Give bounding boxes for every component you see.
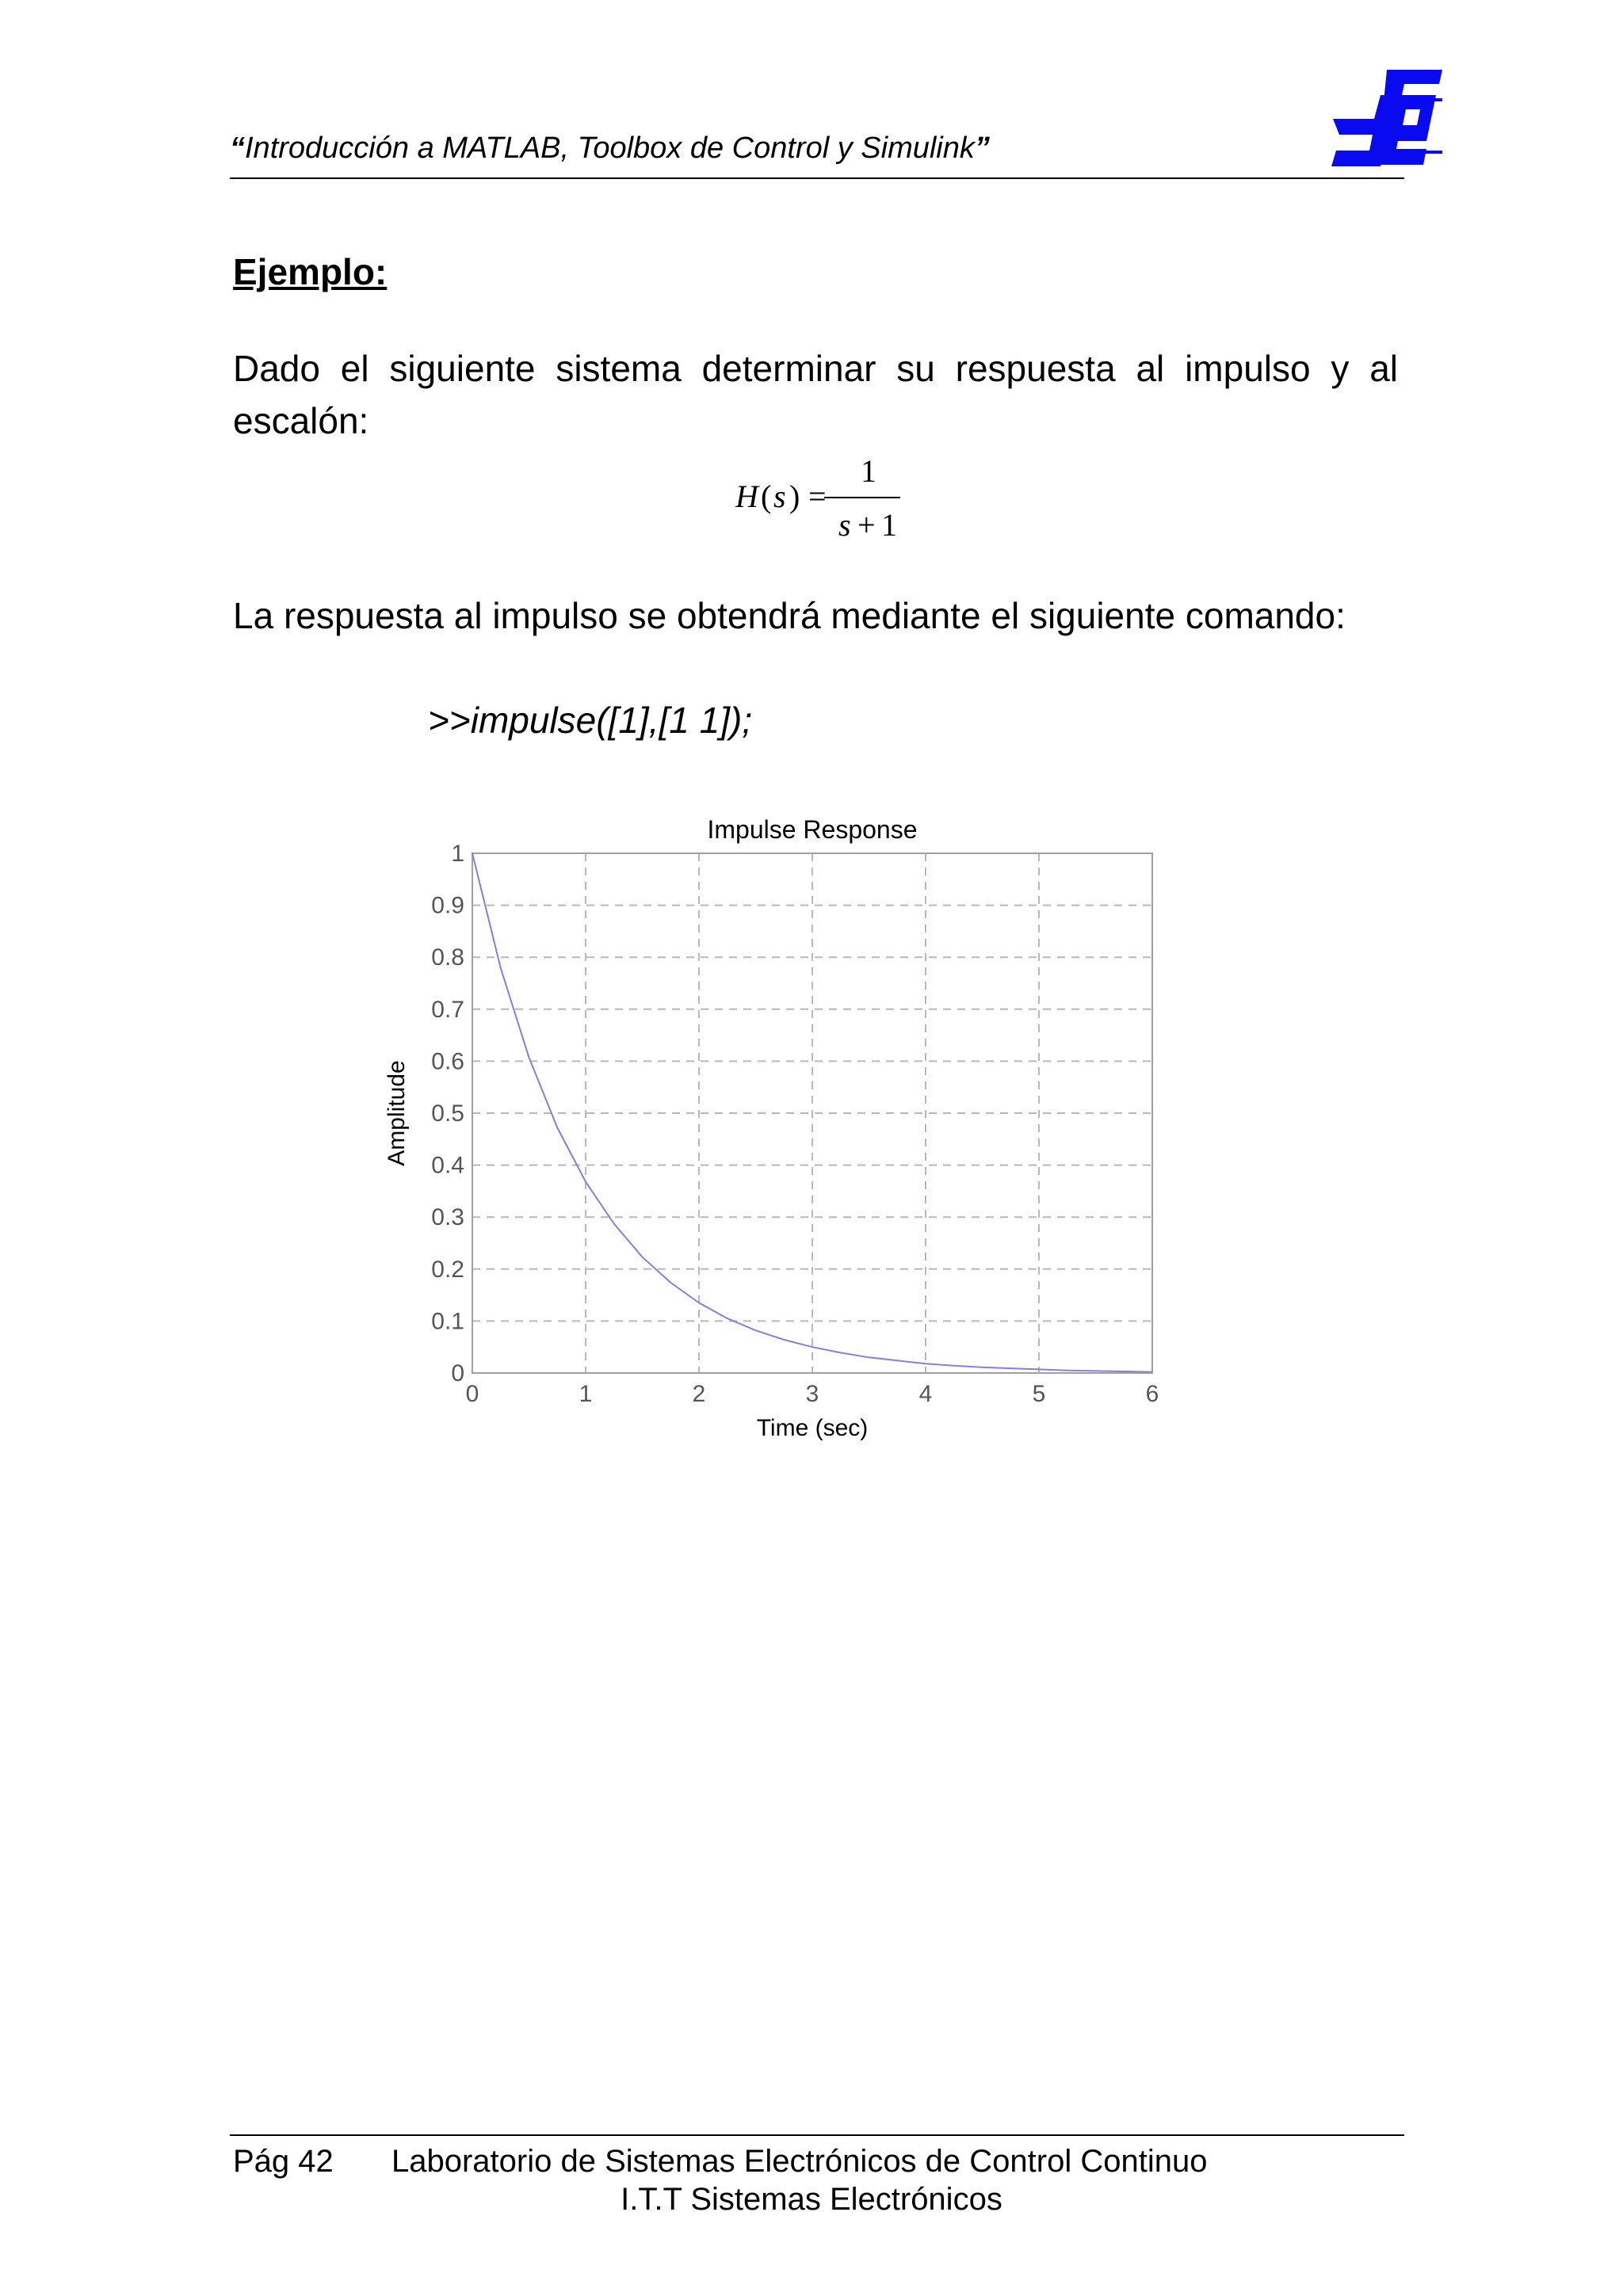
header-open-quote: “ [230,132,245,165]
header-title [230,132,990,166]
footer-course-title: Laboratorio de Sistemas Electrónicos de Control Continuo [391,2144,1208,2179]
chart-title: Impulse Response [707,815,918,844]
chart-grid [472,853,1152,1373]
chart-y-tick-label: 0.5 [431,1100,464,1127]
chart-y-tick-label: 0.3 [431,1204,464,1231]
chart-x-tick-label: 1 [579,1381,593,1407]
chart-x-tick-label: 3 [805,1381,819,1407]
chart-y-tick-label: 0.8 [431,944,464,971]
chart-x-tick-label: 6 [1145,1381,1159,1407]
header-close-quote: ” [974,132,990,165]
formula-denominator-var: s [838,507,851,543]
chart-y-tick-label: 1 [451,841,464,867]
formula-equals: = [808,479,827,514]
chart-y-tick-label: 0.2 [431,1256,464,1283]
formula-rparen: ) [789,479,800,514]
footer-rule [230,2134,1404,2136]
chart-y-tick-label: 0.7 [431,996,464,1023]
chart-x-tick-label: 5 [1032,1381,1046,1407]
footer-page-number: Pág 42 [233,2144,334,2179]
chart-ticks [431,841,1159,1407]
chart-y-tick-label: 0 [451,1360,464,1386]
chart-y-axis-label: Amplitude [384,1060,410,1166]
formula-lhs-var: s [773,479,786,514]
dee-logo-icon [1325,63,1444,174]
chart-x-tick-label: 4 [918,1381,933,1407]
formula-lhs-func: H [735,479,758,514]
intro-paragraph: Dado el siguiente sistema determinar su respuesta al impulso y al escalón: [233,348,1398,441]
chart-x-tick-label: 2 [692,1381,706,1407]
chart-y-tick-label: 0.9 [431,892,464,919]
footer-degree: I.T.T Sistemas Electrónicos [621,2182,1002,2217]
chart-x-tick-label: 0 [465,1381,479,1407]
section-heading: Ejemplo: [233,251,388,292]
formula-lparen: ( [761,479,772,514]
formula-denominator-op: + [857,507,876,543]
header-title-text: Introducción a MATLAB, Toolbox de Control y Simulink [245,132,975,165]
impulse-response-chart [372,800,1181,1458]
matlab-command: >>impulse([1],[1 1]); [428,700,753,741]
command-paragraph: La respuesta al impulso se obtendrá mediante el siguiente comando: [233,595,1346,636]
header-rule [230,177,1404,179]
chart-y-tick-label: 0.4 [431,1152,464,1179]
formula-denominator-const: 1 [881,507,897,543]
chart-y-tick-label: 0.6 [431,1048,464,1075]
chart-x-axis-label: Time (sec) [756,1415,869,1441]
chart-y-tick-label: 0.1 [431,1308,464,1335]
transfer-function-formula [713,444,999,547]
formula-numerator: 1 [861,453,876,489]
